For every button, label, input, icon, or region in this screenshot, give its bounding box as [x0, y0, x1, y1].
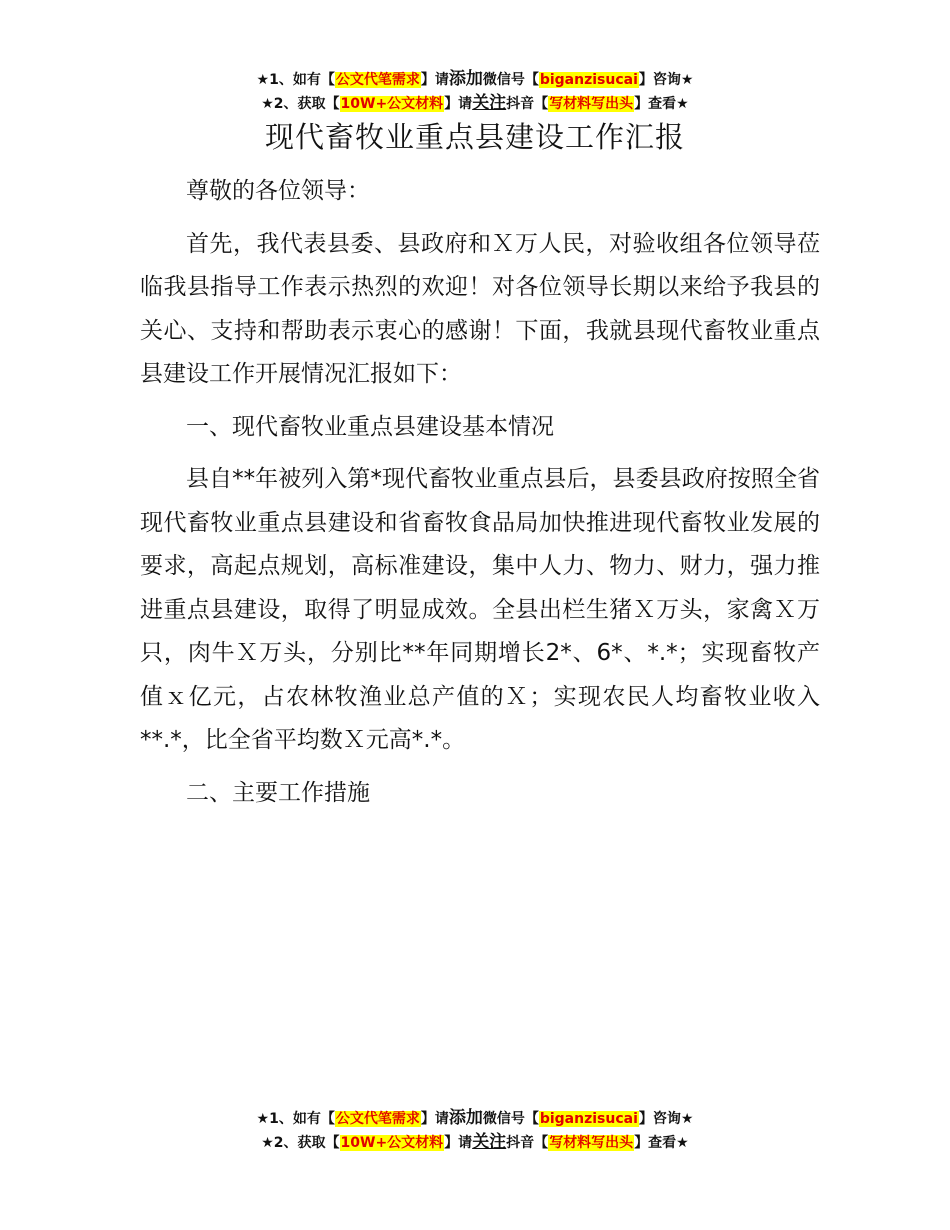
footer-banner-line-1 — [0, 1107, 950, 1131]
footer-line2-mid1: 】请 — [444, 1135, 473, 1151]
header-line1-highlight-wechat: biganzisucai — [539, 72, 638, 88]
document-title: 现代畜牧业重点县建设工作汇报 — [264, 120, 685, 154]
footer-line2-highlight-douyin: 写材料写出头 — [549, 1135, 634, 1151]
body-paragraph-intro: 首先，我代表县委、县政府和Ｘ万人民，对验收组各位领导莅临我县指导工作表示热烈的欢迎！对各位领导长期以来给予我县的关心、支持和帮助表示衷心的感谢！下面，我就县现代畜牧业重点县建设工作开展情况汇报如下： — [140, 230, 820, 387]
header-banner-line-1 — [0, 68, 950, 92]
header-line2-emphasis: 关注 — [472, 93, 507, 113]
footer-line1-highlight-service: 公文代笔需求 — [335, 1111, 420, 1127]
header-line2-prefix: ★2、获取【 — [261, 96, 340, 112]
footer-line1-emphasis: 添加 — [448, 1108, 483, 1128]
header-line1-mid2: 微信号【 — [482, 72, 539, 88]
header-banner — [0, 68, 950, 116]
header-line1-highlight-service: 公文代笔需求 — [335, 72, 420, 88]
body-paragraph-basic-situation: 县自**年被列入第*现代畜牧业重点县后，县委县政府按照全省现代畜牧业重点县建设和省畜牧食品局加快推进现代畜牧业发展的要求，高起点规划，高标准建设，集中人力、物力、财力，强力推进重点县建设，取得了明显成效。全县出栏生猪Ｘ万头，家禽Ｘ万只，肉牛Ｘ万头，分别比**年同期增长2*、6*、*.*；实现畜牧产值ｘ亿元，占农林牧渔业总产值的Ｘ；实现农民人均畜牧业收入**.*，比全省平均数Ｘ元高*.*。 — [140, 466, 821, 753]
header-line2-suffix: 】查看★ — [634, 96, 689, 112]
footer-line2-suffix: 】查看★ — [634, 1135, 689, 1151]
footer-line2-emphasis: 关注 — [472, 1132, 507, 1152]
footer-line2-mid2: 抖音【 — [506, 1135, 549, 1151]
header-line2-mid1: 】请 — [444, 96, 473, 112]
header-line2-highlight-materials: 10W+公文材料 — [340, 96, 444, 112]
footer-line1-prefix: ★1、如有【 — [256, 1111, 335, 1127]
footer-banner — [0, 1107, 950, 1155]
salutation: 尊敬的各位领导： — [186, 178, 370, 204]
header-line1-prefix: ★1、如有【 — [256, 72, 335, 88]
footer-line1-mid1: 】请 — [420, 1111, 449, 1127]
header-line1-emphasis: 添加 — [448, 69, 483, 89]
header-line1-mid1: 】请 — [420, 72, 449, 88]
footer-line1-mid2: 微信号【 — [482, 1111, 539, 1127]
footer-banner-line-2 — [0, 1131, 950, 1155]
footer-line1-highlight-wechat: biganzisucai — [539, 1111, 638, 1127]
footer-line2-prefix: ★2、获取【 — [261, 1135, 340, 1151]
section-heading-1: 一、现代畜牧业重点县建设基本情况 — [186, 413, 554, 440]
header-line1-suffix: 】咨询★ — [638, 72, 694, 88]
header-line2-highlight-douyin: 写材料写出头 — [549, 96, 634, 112]
header-line2-mid2: 抖音【 — [506, 96, 549, 112]
section-heading-2: 二、主要工作措施 — [186, 779, 370, 806]
footer-line1-suffix: 】咨询★ — [638, 1111, 694, 1127]
footer-line2-highlight-materials: 10W+公文材料 — [340, 1135, 444, 1151]
document-body — [140, 170, 820, 824]
